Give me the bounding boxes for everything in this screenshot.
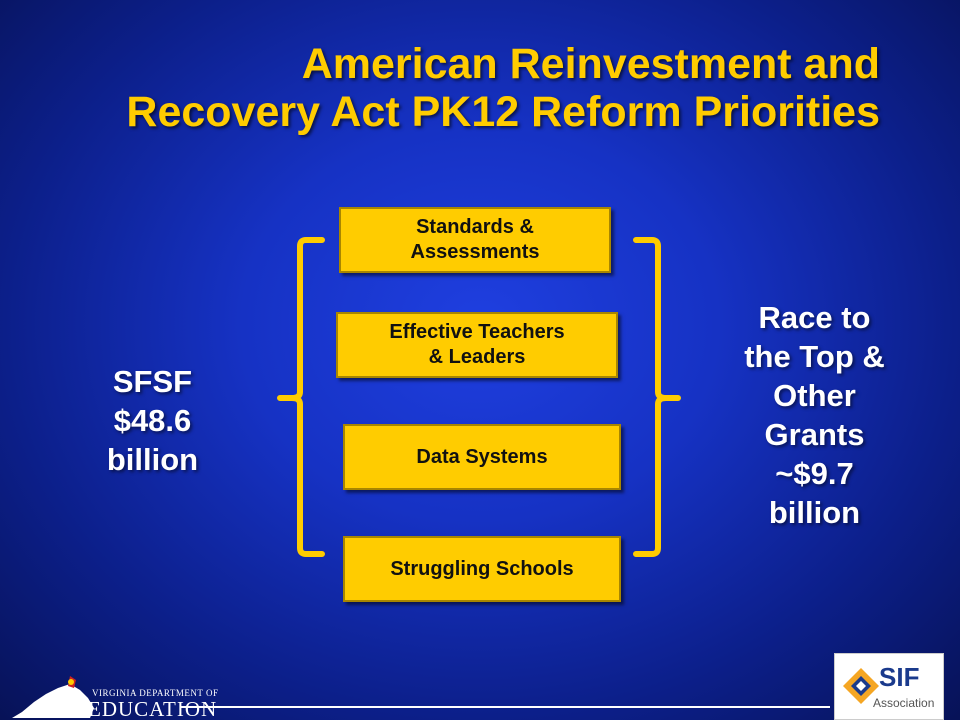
right-funding-line-4: Grants <box>764 417 865 452</box>
left-funding-line-2: $48.6 <box>113 403 192 438</box>
priority-label-line-1: Standards & <box>416 216 534 238</box>
footer-divider <box>180 706 830 708</box>
priority-label-line-2: & Leaders <box>428 346 526 368</box>
priority-label: Data Systems <box>416 445 548 468</box>
virginia-logo-text: VIRGINIA DEPARTMENT OF <box>92 688 219 698</box>
left-funding-line-3: billion <box>106 442 199 477</box>
right-funding-label <box>712 298 917 532</box>
priority-box-standards <box>339 207 611 273</box>
priority-label: Struggling Schools <box>390 557 574 580</box>
priority-label-line-1: Effective Teachers <box>389 321 565 343</box>
priority-box-struggling-schools <box>343 536 621 602</box>
right-funding-line-3: Other <box>773 378 856 413</box>
left-funding-label <box>70 362 235 479</box>
left-funding-line-1: SFSF <box>112 364 193 399</box>
right-brace <box>636 240 678 554</box>
priority-box-teachers <box>336 312 618 378</box>
education-logo-text: EDUCATION <box>88 697 218 720</box>
priority-label-line-2: Assessments <box>410 241 540 263</box>
right-funding-line-6: billion <box>768 495 861 530</box>
right-funding-line-1: Race to <box>758 300 871 335</box>
left-brace <box>280 240 322 554</box>
right-funding-line-2: the Top & <box>744 339 885 374</box>
priority-box-data-systems <box>343 424 621 490</box>
slide-title-line-1: American Reinvestment and <box>301 40 880 88</box>
sif-logo-name: SIF <box>879 662 920 692</box>
sif-association-logo <box>834 653 944 720</box>
right-funding-line-5: ~$9.7 <box>775 456 854 491</box>
sif-logo-subtitle: Association <box>873 696 935 710</box>
slide-title-line-2: Recovery Act PK12 Reform Priorities <box>126 88 880 136</box>
virginia-state-icon <box>8 672 98 720</box>
